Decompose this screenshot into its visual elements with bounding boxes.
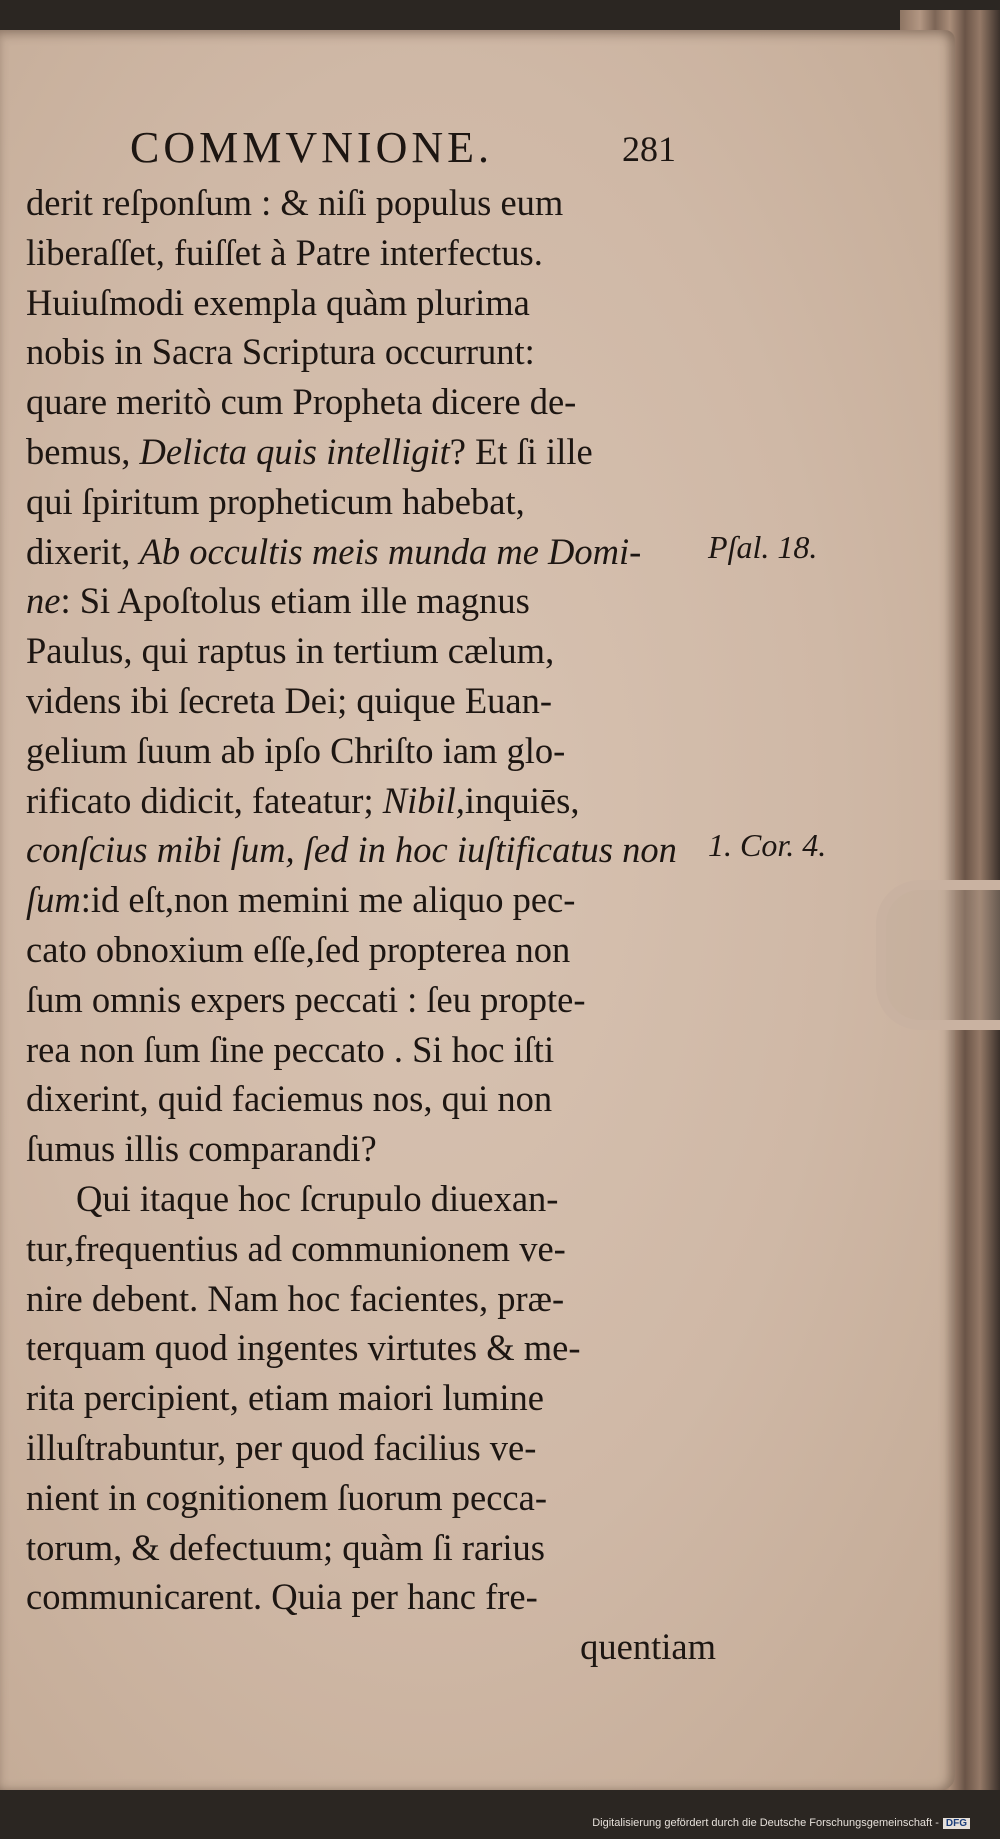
text-line	[26, 825, 716, 875]
text-line	[26, 1373, 716, 1423]
margin-note: Pſal. 18.	[708, 528, 818, 565]
text-line	[26, 875, 716, 925]
text-line	[26, 427, 716, 477]
roman-text: ? Et ſi ille	[449, 430, 593, 472]
text-line	[26, 1523, 716, 1573]
text-line	[26, 527, 716, 577]
roman-text: dixerit,	[26, 530, 140, 572]
credit-text: Digitalisierung gefördert durch die Deutsche Forschungsgemeinschaft -	[592, 1817, 939, 1829]
italic-text: Ab occultis meis munda me Domi-	[139, 530, 642, 572]
roman-text: illuſtrabuntur, per quod facilius ve-	[26, 1426, 537, 1468]
roman-text: ſum omnis expers peccati : ſeu propte-	[26, 978, 586, 1020]
roman-text: Huiuſmodi exempla quàm plurima	[26, 281, 530, 323]
page-clip	[876, 880, 1000, 1030]
text-line	[26, 975, 716, 1025]
text-line	[26, 327, 716, 377]
text-line	[26, 726, 716, 776]
roman-text: rificato didicit, fateatur;	[26, 779, 383, 821]
page-number: 281	[622, 129, 676, 169]
italic-text: Delicta quis intelligit	[139, 430, 450, 472]
text-line	[26, 228, 716, 278]
roman-text: qui ſpiritum propheticum habebat,	[26, 480, 525, 522]
digitization-credit	[592, 1817, 970, 1829]
running-head: COMMVNIONE.	[130, 123, 493, 172]
margin-note: 1. Cor. 4.	[708, 827, 827, 864]
text-line	[26, 377, 716, 427]
text-line	[26, 1174, 716, 1224]
roman-text: bemus,	[26, 430, 140, 472]
text-line	[26, 1572, 716, 1622]
body-text	[26, 178, 716, 1672]
roman-text: Qui itaque hoc ſcrupulo diuexan-	[76, 1177, 559, 1219]
roman-text: cato obnoxium eſſe,ſed propterea non	[26, 928, 571, 970]
roman-text: videns ibi ſecreta Dei; quique Euan-	[26, 679, 553, 721]
roman-text: nient in cognitionem ſuorum pecca-	[26, 1476, 547, 1518]
text-line	[26, 1124, 716, 1174]
roman-text: tur,frequentius ad communionem ve-	[26, 1227, 566, 1269]
italic-text: ſum	[26, 879, 81, 921]
text-line	[26, 925, 716, 975]
text-line	[26, 1473, 716, 1523]
text-line	[26, 626, 716, 676]
roman-text: gelium ſuum ab ipſo Chriſto iam glo-	[26, 729, 566, 771]
text-line	[26, 1274, 716, 1324]
text-line	[26, 1622, 716, 1672]
roman-text: inquiēs,	[464, 779, 580, 821]
text-line	[26, 178, 716, 228]
roman-text: terquam quod ingentes virtutes & me-	[26, 1327, 581, 1369]
text-line	[26, 1224, 716, 1274]
roman-text: derit reſponſum : & niſi populus eum	[26, 182, 564, 223]
roman-text: nire debent. Nam hoc facientes, præ-	[26, 1277, 565, 1319]
text-line	[26, 776, 716, 826]
dfg-logo: DFG	[943, 1818, 970, 1829]
roman-text: nobis in Sacra Scriptura occurrunt:	[26, 331, 535, 373]
text-line	[26, 477, 716, 527]
roman-text: liberaſſet, fuiſſet à Patre interfectus.	[26, 231, 543, 273]
roman-text: ſumus illis comparandi?	[26, 1128, 377, 1170]
italic-text: ne	[26, 580, 61, 622]
text-line	[26, 1423, 716, 1473]
roman-text: quare meritò cum Propheta dicere de-	[26, 381, 577, 423]
roman-text: Paulus, qui raptus in tertium cælum,	[26, 630, 555, 672]
roman-text: rea non ſum ſine peccato . Si hoc iſti	[26, 1028, 555, 1070]
roman-text: quentiam	[580, 1626, 716, 1668]
text-line	[26, 576, 716, 626]
roman-text: dixerint, quid faciemus nos, qui non	[26, 1078, 553, 1120]
roman-text: : Si Apoſtolus etiam ille magnus	[60, 580, 530, 622]
page-surface	[0, 30, 955, 1790]
text-line	[26, 1074, 716, 1124]
roman-text: communicarent. Quia per hanc fre-	[26, 1576, 538, 1618]
text-line	[26, 676, 716, 726]
text-line	[26, 278, 716, 328]
roman-text: torum, & defectuum; quàm ſi rarius	[26, 1526, 545, 1568]
text-line	[26, 1323, 716, 1373]
italic-text: Nibil,	[382, 779, 465, 821]
roman-text: rita percipient, etiam maiori lumine	[26, 1377, 544, 1419]
italic-text: conſcius mibi ſum, ſed in hoc iuſtificatus non	[26, 829, 677, 871]
text-line	[26, 1025, 716, 1075]
roman-text: :id eſt,non memini me aliquo pec-	[80, 879, 576, 921]
